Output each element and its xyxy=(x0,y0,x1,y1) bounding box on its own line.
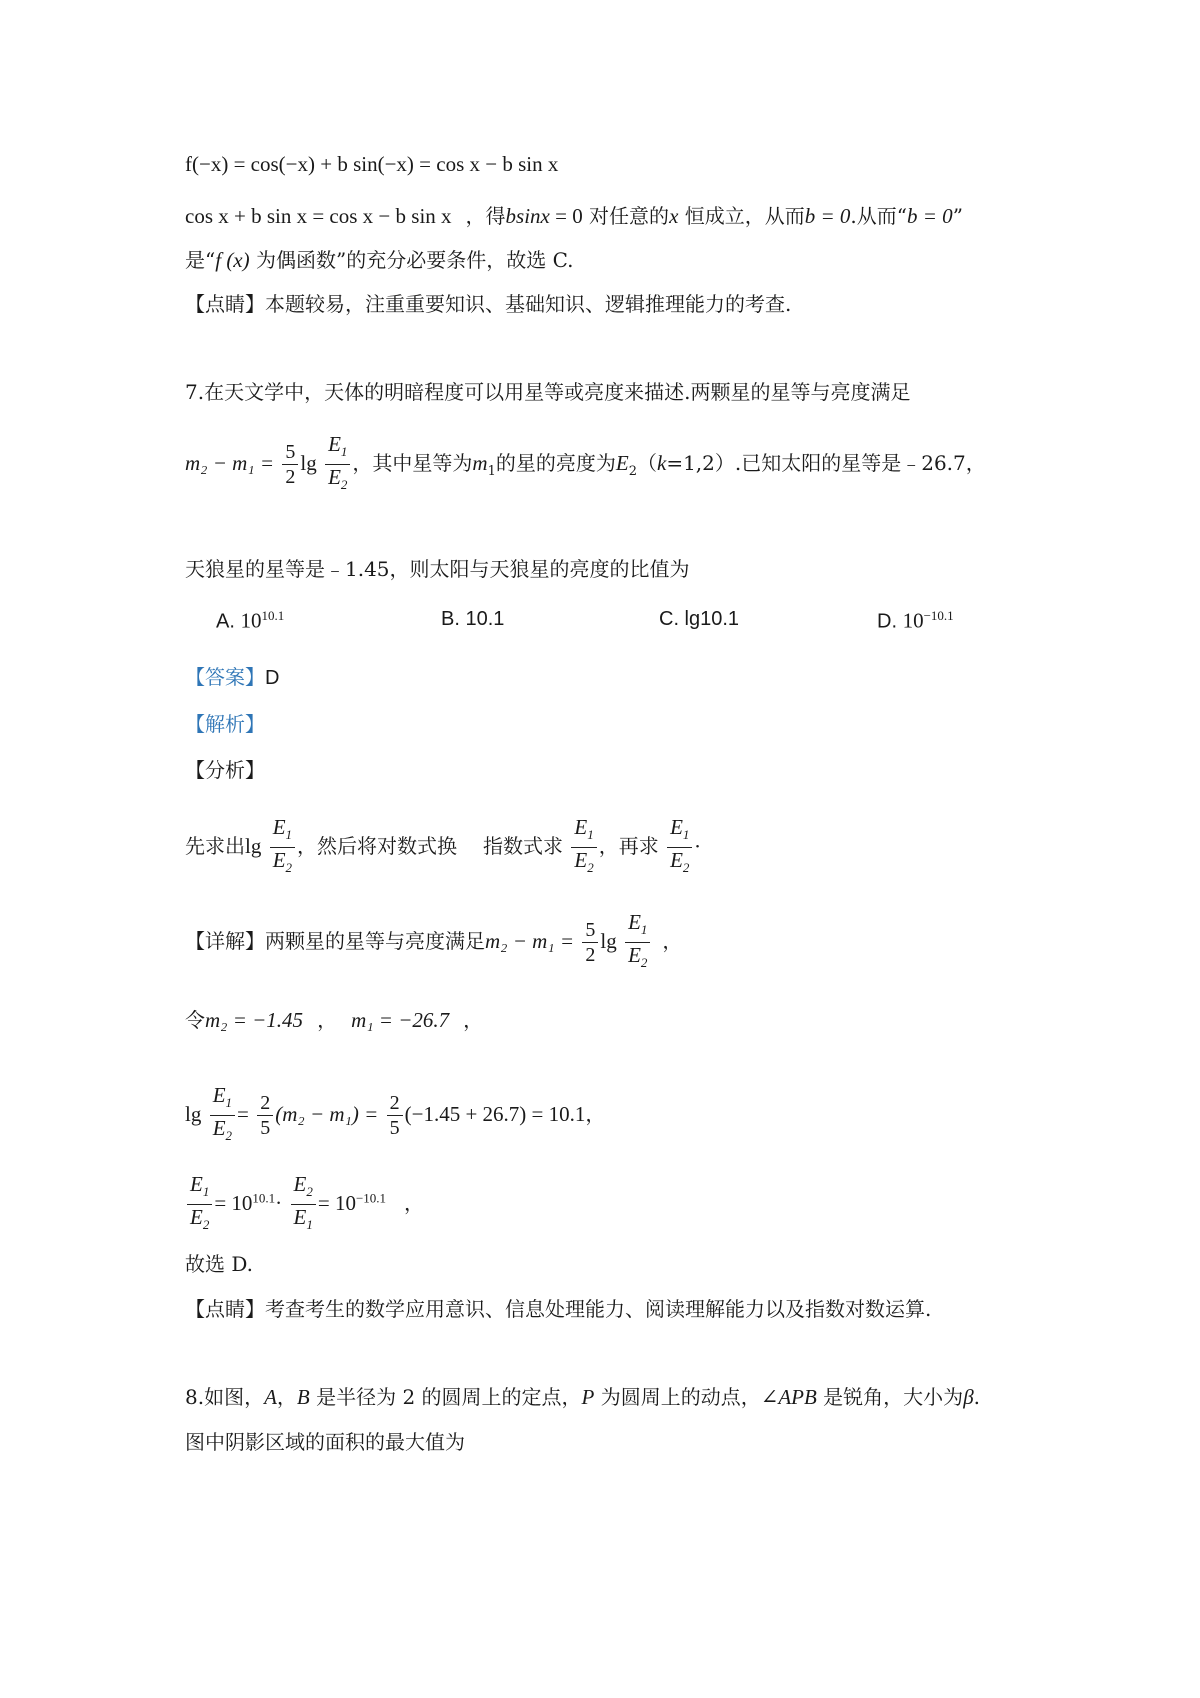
q8-text: . xyxy=(973,1385,981,1409)
point-a: A xyxy=(264,1385,277,1409)
calc-text: ， xyxy=(404,1191,425,1216)
e-ratio xyxy=(210,1083,235,1148)
e2: E xyxy=(628,943,641,968)
eq-ten: = 10 xyxy=(317,1191,356,1216)
q6-identity: cos x + b sin x = cos x − b sin x xyxy=(185,204,452,228)
e1: E xyxy=(190,1172,203,1196)
lg: lg xyxy=(300,451,317,476)
q8-stem-line-1 xyxy=(185,1383,980,1411)
conclude-line: 故选 D. xyxy=(185,1252,254,1276)
detail-text: 【详解】两颗星的星等与亮度满足 xyxy=(185,929,485,954)
lg: lg xyxy=(185,1102,202,1127)
two-fifths xyxy=(257,1091,273,1140)
angle-apb: ∠APB xyxy=(760,1385,817,1409)
q7-k: k xyxy=(656,451,667,476)
sub: 1 xyxy=(640,922,648,938)
e-ratio xyxy=(625,910,650,975)
q6-bsinx: bsinx xyxy=(505,204,550,228)
num: 2 xyxy=(257,1091,273,1116)
sub: 2 xyxy=(640,955,648,971)
fenxi-line xyxy=(185,815,701,880)
calc-line-1: lg $\frac{E_1}{E_2}$ = $\frac{2}{5}$ (m₂ − m₁) = $\frac{2}{5}$ (−1.45 + 26.7) = 10.1， xyxy=(185,1083,605,1148)
e2: E xyxy=(670,848,683,873)
q6-equation: f(−x) = cos(−x) + b sin(−x) = cos x − b sin x xyxy=(185,152,559,176)
formula-lhs: m₂ − m₁ = xyxy=(485,929,575,954)
two-fifths xyxy=(387,1091,403,1140)
q6-text: 是“ xyxy=(185,248,216,272)
q8-text: 是半径为 2 的圆周上的定点， xyxy=(309,1385,582,1409)
den: 5 xyxy=(260,1117,271,1140)
fenxi-tag: 【分析】 xyxy=(185,758,265,782)
fenxi-text: ，然后将对数式换 xyxy=(297,834,458,859)
e1: E xyxy=(574,815,588,839)
e-ratio xyxy=(187,1172,212,1237)
sub: 1 xyxy=(587,827,594,843)
q6-text: ，得 xyxy=(465,204,506,228)
e1: E xyxy=(670,815,683,839)
option-d[interactable] xyxy=(877,608,954,634)
q7-text: 的星的亮度为 xyxy=(495,451,616,476)
answer-tag: 【答案】 xyxy=(185,665,265,689)
q6-comment: 【点睛】本题较易，注重重要知识、基础知识、逻辑推理能力的考查. xyxy=(185,292,792,316)
exp: 10.1 xyxy=(252,1190,276,1206)
ling-line xyxy=(185,1006,483,1034)
q6-fx: f (x) xyxy=(215,248,250,272)
q6-x: x xyxy=(669,204,679,228)
q6-text: 为偶函数”的充分必要条件，故选 C. xyxy=(249,248,574,272)
q7-text: ，其中星等为 xyxy=(352,451,473,476)
point-p: P xyxy=(581,1385,595,1409)
m2-value: m₂ = −1.45 xyxy=(205,1008,304,1032)
detail-text: ， xyxy=(662,929,683,954)
e-ratio xyxy=(270,815,295,880)
ling-text: 令 xyxy=(185,1008,205,1032)
option-d-exp: −10.1 xyxy=(923,608,954,623)
option-b[interactable]: B. 10.1 xyxy=(441,608,505,630)
option-c[interactable]: C. lg10.1 xyxy=(659,608,740,630)
sub: 2 xyxy=(306,1184,313,1200)
q7-comment: 【点睛】考查考生的数学应用意识、信息处理能力、阅读理解能力以及指数对数运算. xyxy=(185,1297,932,1321)
q7-text: =1,2）.已知太阳的星等是﹣26.7， xyxy=(666,451,986,476)
den: 2 xyxy=(585,944,596,967)
q7-stem-line-3: 天狼星的星等是﹣1.45，则太阳与天狼星的亮度的比值为 xyxy=(185,557,690,581)
sub: 1 xyxy=(202,1184,210,1200)
q6-text: ” xyxy=(952,204,963,228)
option-a-base: 10 xyxy=(240,608,262,633)
fenxi-text: ，再求 xyxy=(598,834,659,859)
detail-line xyxy=(185,910,682,975)
lg: lg xyxy=(245,834,262,859)
q6-b-zero: b = 0 xyxy=(907,204,953,228)
ling-text: ， xyxy=(317,1008,338,1032)
q7-five-halves xyxy=(282,440,298,489)
q6-text: .从而“ xyxy=(850,204,908,228)
num: 2 xyxy=(387,1091,403,1116)
den: 5 xyxy=(389,1117,400,1140)
option-a-exp: 10.1 xyxy=(261,608,285,623)
answer-value: D xyxy=(265,667,280,689)
sub: 1 xyxy=(487,464,496,480)
q7-e-ratio xyxy=(325,432,350,497)
point-b: B xyxy=(296,1385,310,1409)
sub: 1 xyxy=(285,827,293,843)
beta: β xyxy=(963,1385,974,1409)
num: 5 xyxy=(582,918,598,943)
eq-ten: = 10 xyxy=(214,1191,253,1216)
q7-stem-line-1: 7.在天文学中，天体的明暗程度可以用星等或亮度来描述.两颗星的星等与亮度满足 xyxy=(185,380,911,404)
e2: E xyxy=(190,1205,203,1230)
q8-stem-line-2: 图中阴影区域的面积的最大值为 xyxy=(185,1430,465,1454)
e1: E xyxy=(328,432,341,456)
q6-equation-line xyxy=(185,150,558,178)
e-ratio xyxy=(571,815,596,880)
fenxi-text: 先求出 xyxy=(185,834,245,859)
q8-text: 为圆周上的动点， xyxy=(594,1385,761,1409)
exp: −10.1 xyxy=(355,1190,387,1206)
fenxi-text: 指数式求 xyxy=(483,834,564,859)
q7-formula-lhs: m₂ − m₁ = xyxy=(185,451,275,476)
sub: 1 xyxy=(225,1095,233,1111)
e-ratio xyxy=(667,815,692,880)
q8-text: 8.如图， xyxy=(185,1385,265,1409)
fenxi-text: · xyxy=(694,834,701,859)
q7-stem-line-2 xyxy=(185,432,986,497)
e1: E xyxy=(628,910,641,934)
q6-b-zero: b = 0 xyxy=(804,204,851,228)
e2: E xyxy=(293,1172,307,1196)
e2: E xyxy=(272,848,286,873)
e-ratio-inv xyxy=(291,1172,316,1237)
q8-text: 是锐角，大小为 xyxy=(816,1385,964,1409)
e1: E xyxy=(212,1083,226,1107)
num: 5 xyxy=(282,440,298,465)
ling-text: ， xyxy=(463,1008,484,1032)
sub: 2 xyxy=(587,860,594,876)
calc-result: (−1.45 + 26.7) = 10.1 xyxy=(404,1102,586,1127)
five-halves xyxy=(582,918,598,967)
q6-conclusion-line xyxy=(185,202,963,230)
calc-diff: (m₂ − m₁) = xyxy=(275,1102,379,1127)
sub: 1 xyxy=(682,827,690,843)
calc-line-2 xyxy=(185,1172,424,1237)
e2: E xyxy=(328,465,341,490)
e2: E xyxy=(574,848,588,873)
dot: · xyxy=(275,1191,283,1216)
q8-text: ， xyxy=(276,1385,297,1409)
e1: E xyxy=(293,1205,307,1230)
q6-eq-zero: = 0 xyxy=(549,204,583,228)
option-d-label: D. xyxy=(877,610,897,633)
q6-text: 恒成立，从而 xyxy=(678,204,805,228)
answer-line xyxy=(185,663,279,692)
q7-e: E xyxy=(615,451,629,476)
option-a-label: A. xyxy=(216,610,235,633)
analysis-tag: 【解析】 xyxy=(185,712,265,736)
q6-conclusion-line-2 xyxy=(185,246,574,274)
e1: E xyxy=(272,815,286,839)
sub: 2 xyxy=(225,1128,233,1144)
sub: 1 xyxy=(340,444,348,460)
m1-value: m₁ = −26.7 xyxy=(351,1008,450,1032)
sub: 2 xyxy=(682,860,690,876)
calc-text: ， xyxy=(585,1102,606,1127)
e2: E xyxy=(212,1116,226,1141)
q6-text: 对任意的 xyxy=(582,204,670,228)
option-a[interactable] xyxy=(216,608,284,634)
sub: 2 xyxy=(202,1217,210,1233)
sub: 1 xyxy=(306,1217,313,1233)
option-d-base: 10 xyxy=(902,608,924,633)
q7-m: m xyxy=(472,451,488,476)
sub: 2 xyxy=(340,477,348,493)
sub: 2 xyxy=(628,464,637,480)
sub: 2 xyxy=(285,860,293,876)
q7-text: （ xyxy=(636,451,657,476)
lg: lg xyxy=(600,929,617,954)
den: 2 xyxy=(285,466,296,489)
